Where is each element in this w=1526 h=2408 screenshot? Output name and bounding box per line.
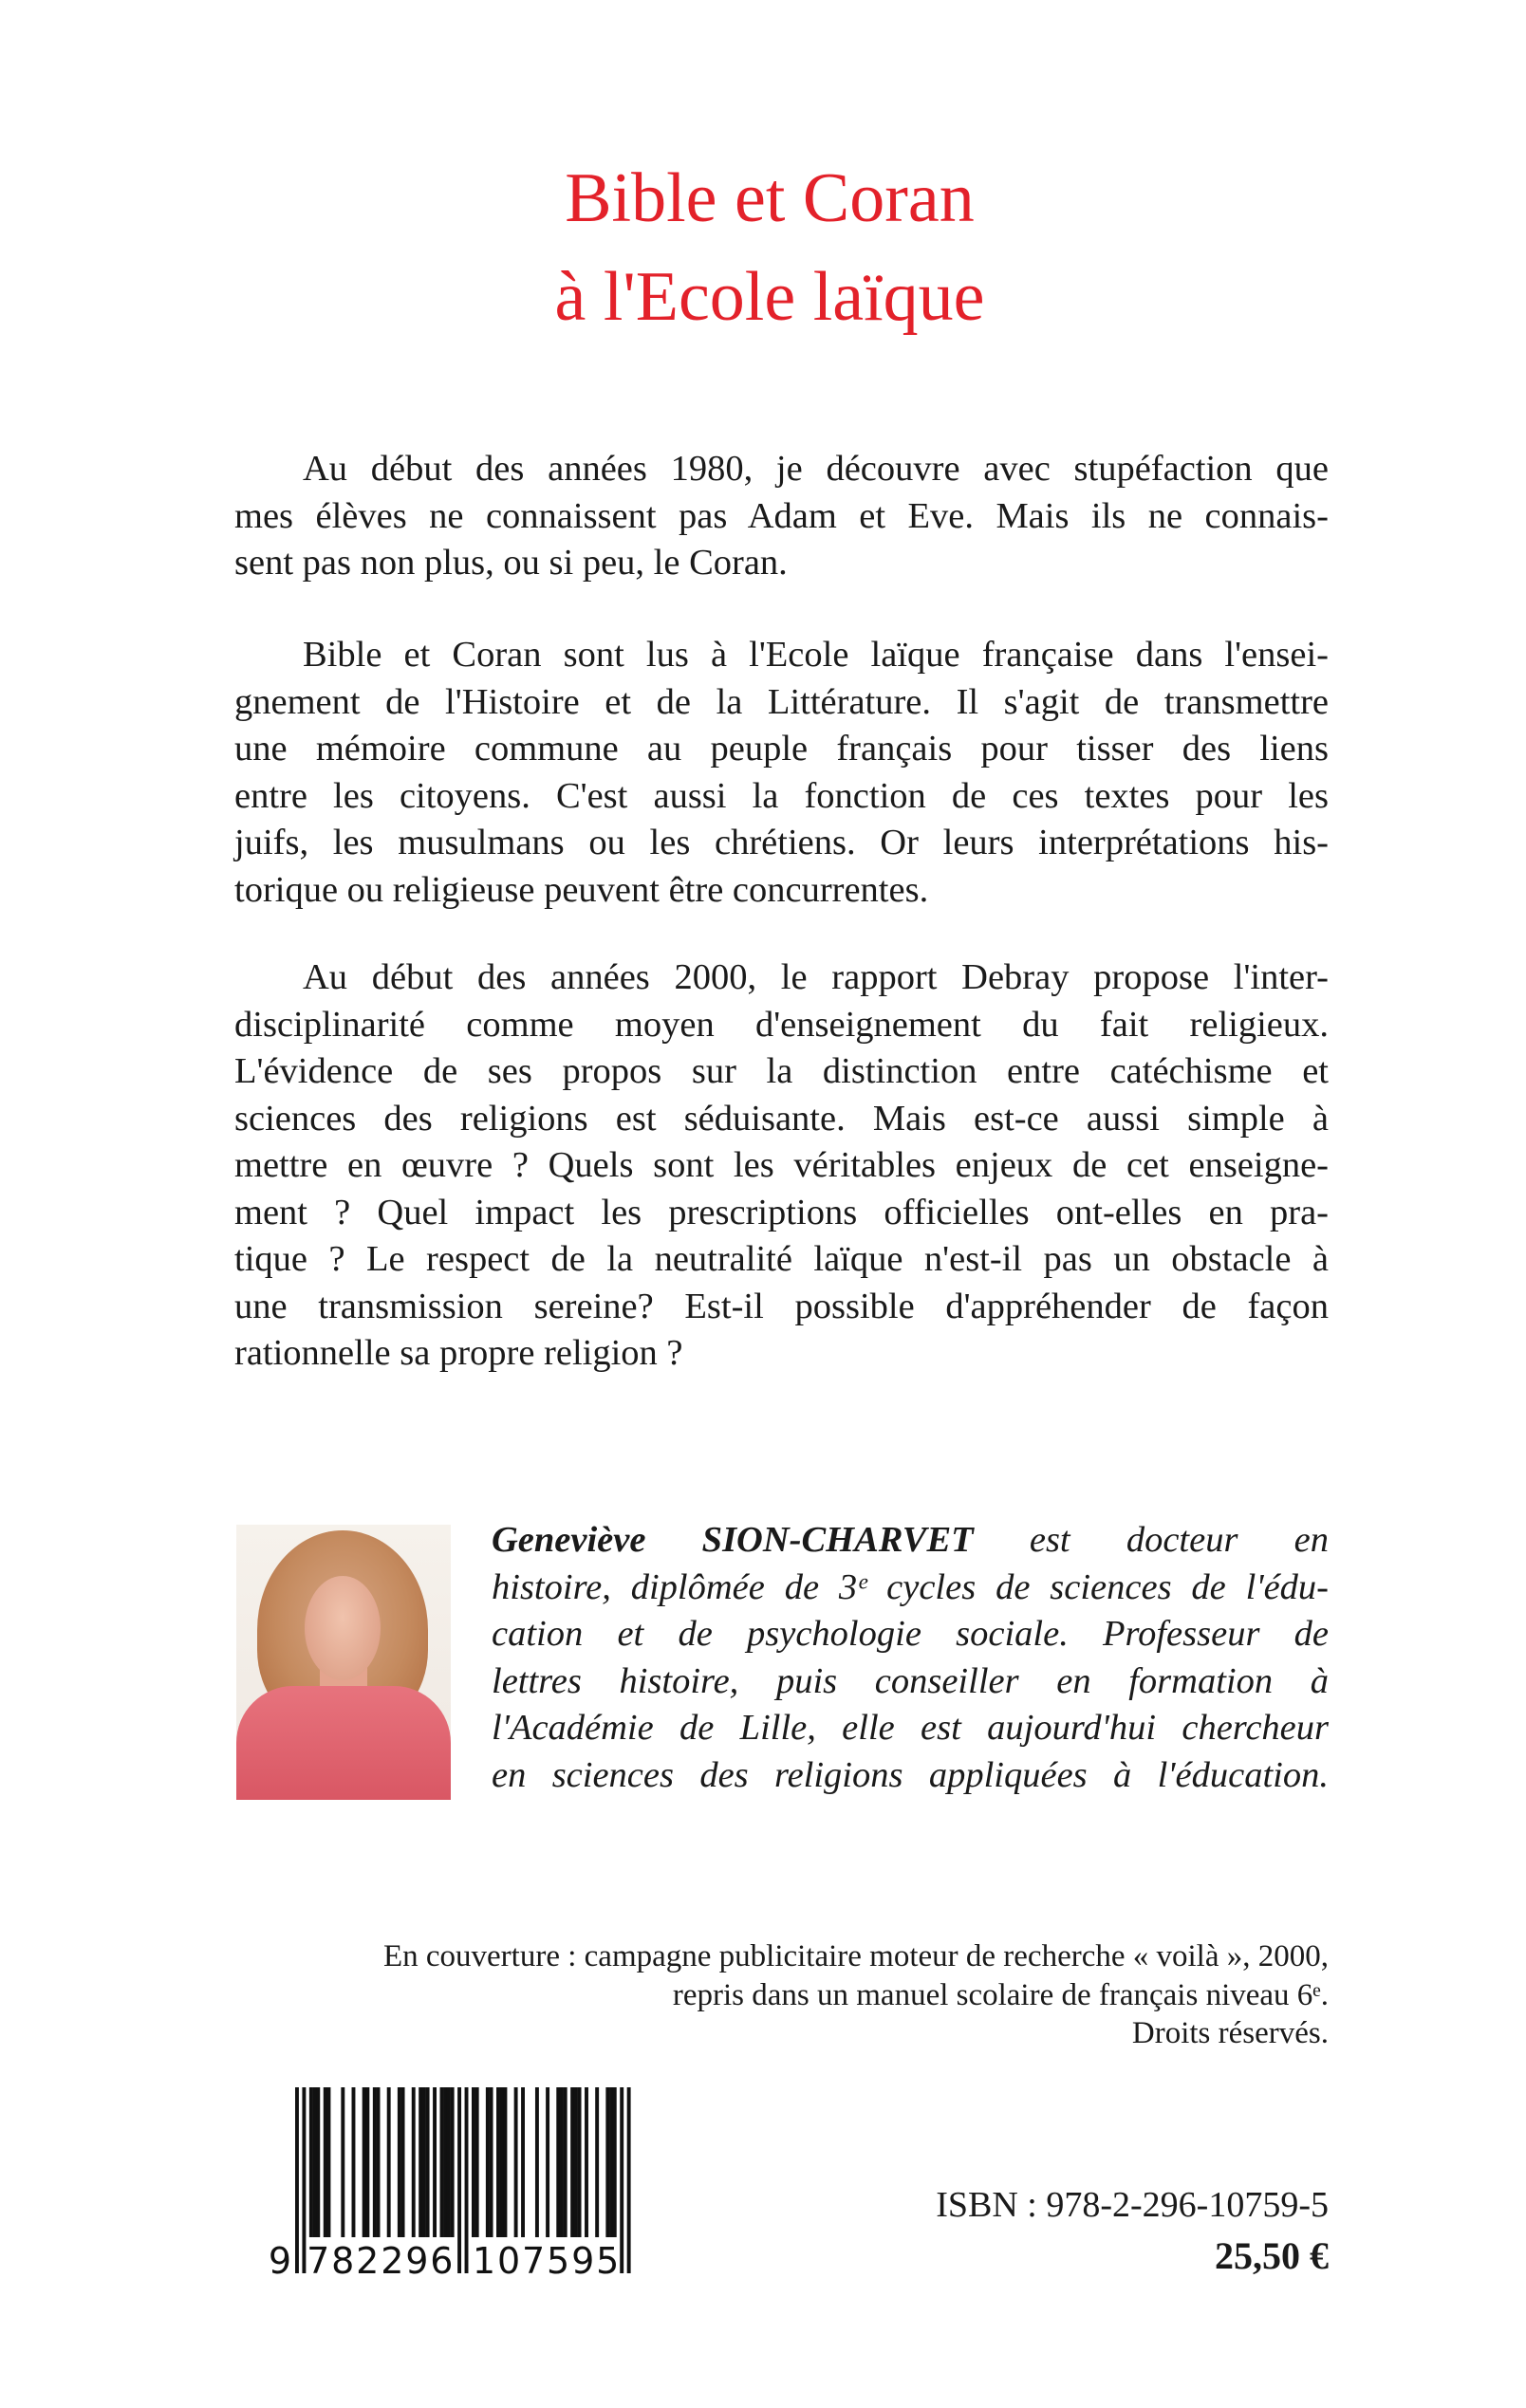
barcode-bar [302,2087,306,2273]
text-line: Bible et Coran sont lus à l'Ecole laïque française dans l'ensei- [303,635,1329,675]
barcode-bar [433,2087,437,2237]
bio-line: l'Académie de Lille, elle est aujourd'hui chercheur [492,1708,1329,1748]
barcode-bar [521,2087,525,2237]
barcode-bar [486,2087,490,2237]
barcode-bar [613,2087,617,2237]
bio-line: lettres histoire, puis conseiller en formation à [492,1660,1329,1701]
text-line: ment ? Quel impact les prescriptions officielles ont-elles en pra- [234,1192,1329,1232]
barcode-digit: 8 [331,2240,355,2282]
text-line: mes élèves ne connaissent pas Adam et Eve. Mais ils ne connais- [234,495,1329,536]
barcode-bar [564,2087,568,2237]
text-line: une transmission sereine? Est-il possible d'appréhender de façon [234,1286,1329,1326]
text-line: entre les citoyens. C'est aussi la fonction de ces textes pour les [234,775,1329,816]
barcode-bar [426,2087,430,2237]
barcode-digit: 6 [430,2240,454,2282]
paragraph-3 [234,954,1329,1378]
barcode-bar [585,2087,588,2237]
text-line: disciplinarité comme moyen d'enseignement du fait religieux. [234,1004,1329,1045]
barcode-digit: 9 [268,2240,292,2282]
barcode-bar [457,2087,461,2273]
barcode-bar [535,2087,539,2237]
book-title-line-1: Bible et Coran [565,159,975,237]
text-line: gnement de l'Histoire et de la Littérature. Il s'agit de transmettre [234,681,1329,722]
isbn-number: ISBN : 978-2-296-10759-5 [936,2185,1329,2225]
credit-line: repris dans un manuel scolaire de français niveau 6ᵉ. [672,1977,1329,2012]
barcode-digit: 5 [547,2240,570,2282]
bio-line: en sciences des religions appliquées à l'éducation. [492,1754,1329,1795]
barcode-bar [352,2087,356,2237]
bio-text: est docteur en [973,1520,1329,1560]
barcode-bar [514,2087,518,2237]
barcode-bar [440,2087,444,2237]
credit-line: En couverture : campagne publicitaire moteur de recherche « voilà », 2000, [382,1939,1329,1973]
barcode-bar [595,2087,599,2237]
barcode-bar [609,2087,613,2237]
barcode-bar [503,2087,507,2237]
text-line: L'évidence de ses propos sur la distinction entre catéchisme et [234,1051,1329,1091]
text-line: sciences des religions est séduisante. Mais est-ce aussi simple à [234,1098,1329,1139]
barcode-bar [490,2087,493,2237]
text-line: sent pas non plus, ou si peu, le Coran. [234,543,788,583]
barcode-bar [313,2087,317,2237]
barcode-bar [363,2087,366,2237]
author-name: Geneviève SION-CHARVET [492,1520,974,1560]
price: 25,50 € [1215,2234,1329,2277]
barcode-bar [578,2087,582,2237]
barcode-bar [475,2087,479,2237]
barcode-bar [556,2087,560,2237]
barcode-bar [295,2087,299,2273]
barcode-bar [422,2087,426,2237]
barcode-digit: 9 [405,2240,429,2282]
bio-line: cation et de psychologie sociale. Professeur de [492,1614,1329,1654]
barcode-bar [309,2087,313,2237]
book-title-line-2: à l'Ecole laïque [554,258,985,336]
barcode-bar [412,2087,416,2237]
paragraph-1 [234,446,1329,587]
paragraph-2 [234,632,1329,914]
barcode-bar [365,2087,369,2237]
barcode-bar [574,2087,578,2237]
barcode-bar [620,2087,623,2273]
barcode-bar [398,2087,401,2237]
text-line: rationnelle sa propre religion ? [234,1333,683,1373]
text-line: Au début des années 2000, le rapport Debray propose l'inter- [303,957,1329,997]
credit-line: Droits réservés. [1131,2016,1329,2050]
barcode-digit: 2 [381,2240,404,2282]
barcode-bar [401,2087,405,2237]
isbn-barcode [268,2087,633,2282]
barcode-bar [500,2087,504,2237]
barcode-bar [387,2087,391,2237]
barcode-bar [324,2087,327,2237]
barcode-digit: 7 [522,2240,546,2282]
text-line: une mémoire commune au peuple français pour tisser des liens [234,729,1329,769]
author-photo [236,1525,451,1795]
text-line: tique ? Le respect de la neutralité laïque n'est-il pas un obstacle à [234,1239,1329,1279]
text-line: mettre en œuvre ? Quels sont les véritables enjeux de cet enseigne- [234,1145,1329,1185]
barcode-bar [326,2087,330,2237]
barcode-bar [465,2087,469,2273]
barcode-digit: 1 [472,2240,496,2282]
barcode-digit: 2 [356,2240,380,2282]
barcode-bar [447,2087,451,2237]
barcode-digit: 5 [596,2240,620,2282]
barcode-bar [570,2087,574,2237]
barcode-digit: 9 [571,2240,595,2282]
barcode-digit: 7 [307,2240,330,2282]
barcode-bar [316,2087,320,2237]
barcode-bar [472,2087,475,2237]
text-line: torique ou religieuse peuvent être concurrentes. [234,869,929,910]
bio-line: histoire, diplômée de 3ᵉ cycles de sciences de l'édu- [492,1566,1329,1607]
barcode-bar [605,2087,609,2237]
barcode-bar [443,2087,447,2237]
barcode-bar [451,2087,455,2237]
barcode-bar [560,2087,564,2237]
barcode-bar [419,2087,422,2237]
barcode-digit: 0 [496,2240,521,2282]
barcode-bar [341,2087,344,2237]
barcode-bar [546,2087,549,2237]
barcode-bar [373,2087,377,2237]
barcode-bar [496,2087,500,2237]
barcode-bar [627,2087,631,2273]
author-bio [492,1517,1329,1799]
text-line: Au début des années 1980, je découvre avec stupéfaction que [303,449,1329,489]
cover-credits [383,1937,1329,2053]
text-line: juifs, les musulmans ou les chrétiens. Or leurs interprétations his- [234,823,1329,862]
barcode-bar [377,2087,381,2237]
